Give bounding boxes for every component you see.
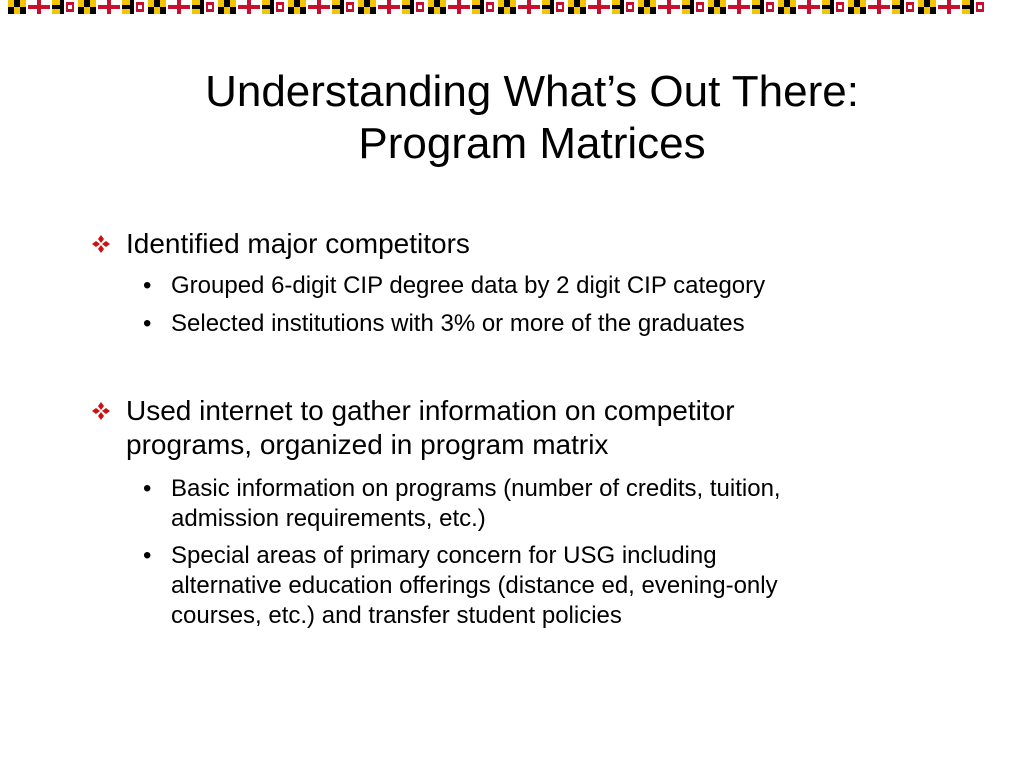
bullet-text: Grouped 6-digit CIP degree data by 2 digit CIP category	[171, 272, 766, 299]
bullet-text-line-1: Basic information on programs (number of credits, tuition,	[171, 475, 781, 502]
diamond-bullet-icon	[92, 402, 110, 420]
bullet-level2	[143, 309, 911, 339]
bullet-dot-icon: •	[143, 542, 152, 569]
diamond-bullet-icon	[92, 235, 110, 253]
bullet-text-line-2: alternative education offerings (distance ed, evening-only	[171, 572, 778, 599]
bullet-level2	[143, 474, 911, 534]
bullet-text: Selected institutions with 3% or more of the graduates	[171, 310, 745, 337]
bullet-level2	[143, 271, 911, 301]
bullet-dot-icon: •	[143, 475, 152, 502]
bullet-text-line-1: Used internet to gather information on competitor	[126, 395, 735, 426]
bullet-level1	[126, 394, 906, 462]
bullet-level2	[143, 541, 911, 631]
bullet-text: Identified major competitors	[126, 228, 470, 259]
bullet-text-line-1: Special areas of primary concern for USG including	[171, 542, 717, 569]
slide-title-line-2: Program Matrices	[358, 119, 706, 168]
bullet-dot-icon: •	[143, 272, 152, 299]
bullet-level1	[126, 227, 906, 261]
bullet-text-line-3: courses, etc.) and transfer student policies	[171, 602, 622, 629]
slide-title-line-1: Understanding What’s Out There:	[205, 67, 859, 116]
bullet-text-line-2: admission requirements, etc.)	[171, 505, 486, 532]
bullet-text-line-2: programs, organized in program matrix	[126, 429, 609, 460]
bullet-dot-icon: •	[143, 310, 152, 337]
